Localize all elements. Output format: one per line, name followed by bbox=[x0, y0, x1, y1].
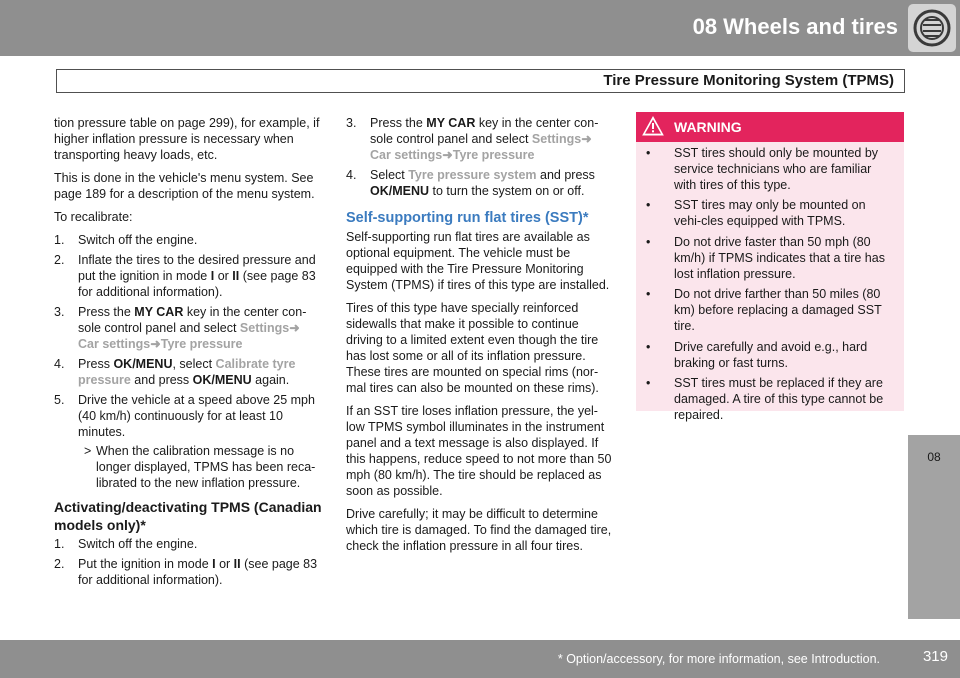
column-middle bbox=[346, 115, 614, 561]
paragraph: Drive carefully; it may be difficult to determine which tire is damaged. To find the damaged tire, check the inflation pressure in all four tires. bbox=[346, 507, 612, 553]
arrow-right-icon: ➜ bbox=[289, 321, 300, 335]
key-name: OK/MENU bbox=[192, 373, 252, 387]
section-title: Tire Pressure Monitoring System (TPMS) bbox=[603, 72, 894, 89]
ignition-mode: II bbox=[233, 557, 241, 571]
column-left bbox=[54, 115, 326, 595]
paragraph: This is done in the vehicle's menu system. See page 189 for a description of the menu system. bbox=[54, 171, 315, 201]
warning-list bbox=[636, 146, 904, 429]
warning-item: • Drive carefully and avoid e.g., hard braking or fast turns. bbox=[646, 339, 868, 370]
step: 2. Put the ignition in mode I or II (see page 83 for additional information). bbox=[54, 557, 318, 587]
menu-path: Tyre pressure system bbox=[408, 168, 537, 182]
step: 4. Press OK/MENU, select Calibrate tyre pressure and press OK/MENU again. bbox=[54, 357, 296, 387]
arrow-right-icon: ➜ bbox=[150, 337, 161, 351]
key-name: OK/MENU bbox=[113, 357, 173, 371]
menu-path: Tyre pressure bbox=[452, 148, 535, 162]
menu-path: Calibrate tyre pressure bbox=[78, 357, 296, 387]
ignition-mode: I bbox=[212, 557, 216, 571]
step: 5. Drive the vehicle at a speed above 25 mph (40 km/h) continuously for at least 10 minutes. > When the calibration message is no longer displayed, TPMS has been reca-librated to the new inflation pressure. bbox=[54, 392, 326, 491]
activation-steps bbox=[54, 536, 326, 588]
paragraph: Self-supporting run flat tires are available as optional equipment. The vehicle must be equipped with the Tire Pressure Monitoring System (TPMS) if tires of this type are installed. bbox=[346, 230, 610, 292]
key-name: MY CAR bbox=[134, 305, 184, 319]
warning-item: • SST tires should only be mounted by service technicians who are familiar with tires of this type. bbox=[646, 146, 879, 192]
warning-item: • Do not drive faster than 50 mph (80 km/h) if TPMS indicates that a tire has lost inflation pressure. bbox=[646, 234, 885, 281]
substep: > When the calibration message is no longer displayed, TPMS has been reca-librated to the new inflation pressure. bbox=[84, 444, 316, 490]
paragraph: tion pressure table on page 299), for example, if higher inflation pressure is necessary when transporting heavy loads, etc. bbox=[54, 116, 320, 162]
activation-steps-continued bbox=[346, 115, 614, 199]
step: 3. Press the MY CAR key in the center con-sole control panel and select Settings➜ Car settings➜Tyre pressure bbox=[346, 116, 599, 162]
menu-path: Settings bbox=[531, 132, 582, 146]
tire-icon bbox=[908, 4, 956, 52]
ignition-mode: II bbox=[232, 269, 240, 283]
warning-item: • Do not drive farther than 50 miles (80 km) before replacing a damaged SST tire. bbox=[646, 287, 882, 333]
warning-item: • SST tires must be replaced if they are damaged. A tire of this type cannot be repaired. bbox=[646, 376, 884, 422]
section-heading: Activating/deactivating TPMS (Canadian models only)* bbox=[54, 499, 322, 533]
ignition-mode: I bbox=[210, 269, 215, 283]
page-number: 319 bbox=[922, 648, 948, 665]
chapter-tab-label: 08 bbox=[927, 450, 941, 464]
warning-item: • SST tires may only be mounted on vehi-cles equipped with TPMS. bbox=[646, 198, 866, 229]
warning-header bbox=[636, 112, 904, 142]
warning-triangle-icon bbox=[642, 115, 664, 137]
step: 1. Switch off the engine. bbox=[54, 233, 198, 247]
arrow-right-icon: ➜ bbox=[581, 132, 592, 146]
paragraph: Tires of this type have specially reinforced sidewalls that make it possible to continue driving to a limited extent even though the tire has lost some or all of its inflation pressure. These tires are mounted on special rims (nor-mal tires can also be mounted on these rims). bbox=[346, 301, 599, 395]
warning-title: WARNING bbox=[674, 119, 742, 135]
chapter-title: 08 Wheels and tires bbox=[692, 14, 898, 39]
chapter-tab bbox=[908, 435, 960, 619]
step: 3. Press the MY CAR key in the center con-sole control panel and select Settings➜ Car settings➜Tyre pressure bbox=[54, 305, 307, 351]
step: 2. Inflate the tires to the desired pressure and put the ignition in mode I or II (see page 83 for additional information). bbox=[54, 253, 316, 299]
section-heading: Self-supporting run flat tires (SST)* bbox=[346, 210, 589, 226]
step: 4. Select Tyre pressure system and press OK/MENU to turn the system on or off. bbox=[346, 168, 595, 198]
key-name: MY CAR bbox=[426, 116, 476, 130]
warning-box bbox=[636, 112, 904, 422]
arrow-right-icon: ➜ bbox=[442, 148, 453, 162]
menu-path: Settings bbox=[239, 321, 290, 335]
key-name: OK/MENU bbox=[370, 184, 430, 198]
step: 1. Switch off the engine. bbox=[54, 537, 198, 551]
menu-path: Tyre pressure bbox=[160, 337, 243, 351]
menu-path: Car settings bbox=[78, 337, 151, 351]
recalibrate-steps bbox=[54, 232, 326, 491]
menu-path: Car settings bbox=[370, 148, 443, 162]
footnote: * Option/accessory, for more information, see Introduction. bbox=[557, 652, 880, 666]
paragraph: To recalibrate: bbox=[54, 210, 133, 224]
paragraph: If an SST tire loses inflation pressure, the yel-low TPMS symbol illuminates in the instrument panel and a text message is also displayed. If this happens, reduce speed to not more than 50 mph (80 km/h). The tire should be replaced as soon as possible. bbox=[346, 404, 612, 498]
